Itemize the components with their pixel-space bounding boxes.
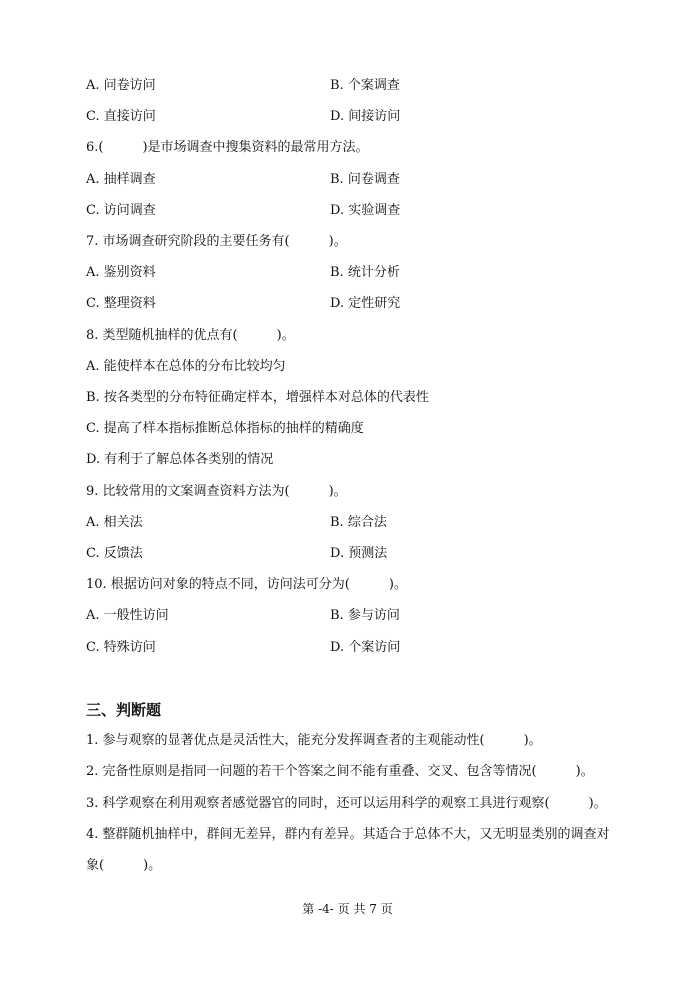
section-3-heading: 三、判断题: [86, 701, 162, 719]
question-7-option-b: B. 统计分析: [330, 265, 400, 280]
question-10-option-c: C. 特殊访问: [86, 640, 156, 655]
question-10-option-a: A. 一般性访问: [86, 608, 169, 623]
question-8-option-b: B. 按各类型的分布特征确定样本，增强样本对总体的代表性: [86, 390, 429, 405]
option-d: D. 间接访问: [330, 109, 401, 124]
question-7-option-a: A. 鉴别资料: [86, 265, 156, 280]
judgment-item-4-continued: 象( )。: [86, 858, 162, 873]
option-a: A. 问卷访问: [86, 78, 156, 93]
question-8-option-a: A. 能使样本在总体的分布比较均匀: [86, 359, 286, 374]
option-c: C. 直接访问: [86, 109, 156, 124]
question-6-stem: 6.( )是市场调查中搜集资料的最常用方法。: [86, 140, 369, 155]
question-9-option-d: D. 预测法: [330, 546, 388, 561]
page-footer: 第 -4- 页 共 7 页: [302, 902, 393, 916]
question-8-option-c: C. 提高了样本指标推断总体指标的抽样的精确度: [86, 421, 364, 436]
question-9-option-b: B. 综合法: [330, 515, 387, 530]
option-b: B. 个案调查: [330, 78, 400, 93]
question-6-option-a: A. 抽样调查: [86, 172, 156, 187]
judgment-item-3: 3. 科学观察在利用观察者感觉器官的同时，还可以运用科学的观察工具进行观察( )。: [86, 796, 607, 811]
question-7-stem: 7. 市场调查研究阶段的主要任务有( )。: [86, 234, 347, 249]
question-8-option-d: D. 有利于了解总体各类别的情况: [86, 452, 274, 467]
question-6-option-b: B. 问卷调查: [330, 172, 400, 187]
question-10-option-b: B. 参与访问: [330, 608, 400, 623]
question-10-option-d: D. 个案访问: [330, 640, 401, 655]
question-6-option-d: D. 实验调查: [330, 203, 401, 218]
question-10-stem: 10. 根据访问对象的特点不同，访问法可分为( )。: [86, 577, 407, 592]
judgment-item-2: 2. 完备性原则是指同一问题的若干个答案之间不能有重叠、交叉、包含等情况( )。: [86, 764, 594, 779]
question-7-option-c: C. 整理资料: [86, 296, 156, 311]
question-9-option-a: A. 相关法: [86, 515, 143, 530]
question-9-option-c: C. 反馈法: [86, 546, 143, 561]
judgment-item-4: 4. 整群随机抽样中，群间无差异，群内有差异。其适合于总体不大，又无明显类别的调查对: [86, 827, 610, 842]
question-9-stem: 9. 比较常用的文案调查资料方法为( )。: [86, 484, 347, 499]
question-8-stem: 8. 类型随机抽样的优点有( )。: [86, 328, 295, 343]
question-6-option-c: C. 访问调查: [86, 203, 156, 218]
judgment-item-1: 1. 参与观察的显著优点是灵活性大，能充分发挥调查者的主观能动性( )。: [86, 733, 542, 748]
question-7-option-d: D. 定性研究: [330, 296, 401, 311]
